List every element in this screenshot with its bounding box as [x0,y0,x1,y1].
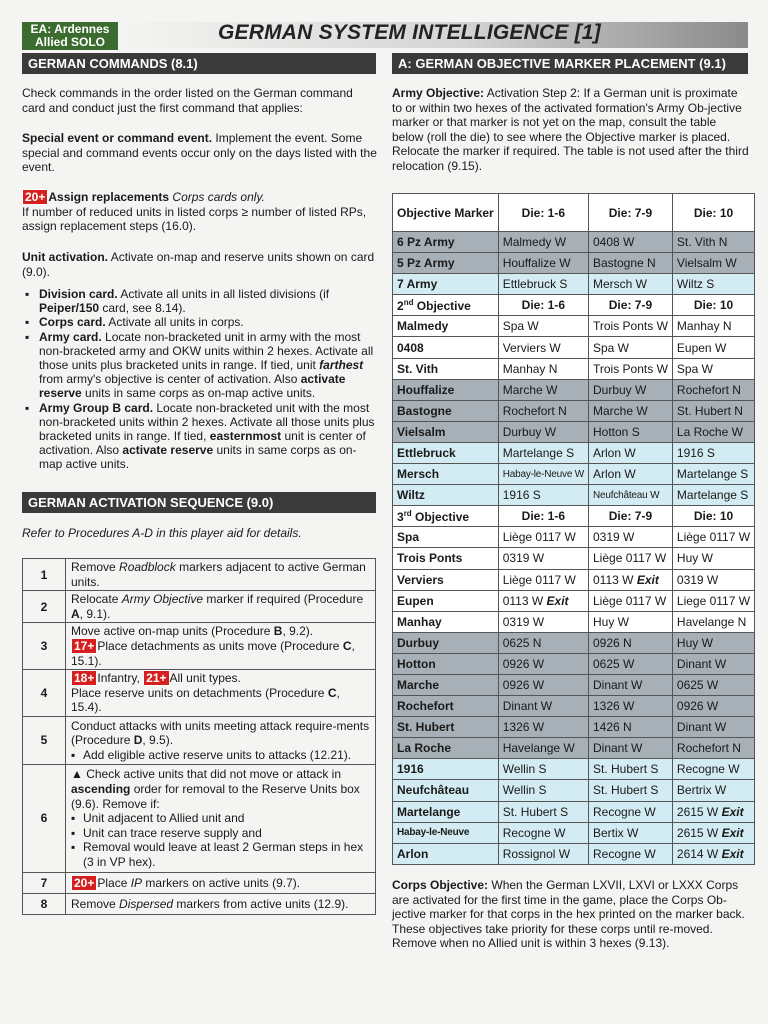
table-cell: Vielsalm W [672,253,754,274]
turn-badge: 17+ [71,638,97,654]
division-card-text-2: card, see 8.14). [99,301,186,316]
objective-name: Bastogne [393,400,499,421]
replacement-badge: 20+ [22,189,48,205]
table-row [393,421,755,442]
unit-activation-para [22,250,376,279]
table-cell: Dinant W [498,696,588,717]
list-item: ▪ Unit adjacent to Allied unit and [71,811,370,826]
objective-heading: A: GERMAN OBJECTIVE MARKER PLACEMENT (9.1) [392,53,748,74]
step-text-part: Move active on-map units (Procedure [71,624,274,639]
table-row [393,843,755,864]
step-text-part: , 9.1). [79,606,111,621]
step-text-part: , 9.2). [282,624,314,639]
table-row [393,696,755,717]
step-text [66,623,376,670]
step-text-part: Relocate [71,592,122,607]
objective-name: Trois Ponts [393,548,499,569]
table-cell: Liège 0117 W [498,569,588,590]
replacements-para [22,190,376,234]
step-text [66,559,376,591]
objective-name: Neufchâteau [393,780,499,801]
table-cell: Marche W [589,400,673,421]
table-row [23,872,376,893]
table-cell: Spa W [672,358,754,379]
table-cell: Rochefort N [672,379,754,400]
special-event-para [22,131,380,175]
army-card-text: Locate non-bracketed unit in army with the most non-bracketed army and OKW units within 2 hexes. Activate all those units plus bracketed units in range. If tied, unit [39,329,374,373]
list-item [25,330,377,401]
objective-name: Wiltz [393,485,499,506]
table-cell: 0926 W [672,696,754,717]
commands-heading: GERMAN COMMANDS (8.1) [22,53,376,74]
procedure-ref: D [133,733,143,748]
step-text-part: , 15.1). [71,638,355,668]
dispersed-term: Dispersed [119,896,174,911]
table-cell: Die: 7-9 [589,506,673,527]
table-cell: 0319 W [589,527,673,548]
army-card-text-3: units in same corps as on-map active units. [81,386,316,401]
division-card-label: Division card. [39,287,118,301]
column-header: Objective Marker [393,194,499,232]
table-cell: 0319 W [498,548,588,569]
table-cell: Die: 1-6 [498,506,588,527]
table-row [393,717,755,738]
table-cell: St. Vith N [672,232,754,253]
objective-name: St. Vith [393,358,499,379]
corps-objective-para [392,878,748,951]
table-row [23,764,376,872]
objective-name: Vielsalm [393,421,499,442]
farthest-emphasis: farthest [319,358,364,373]
table-row [393,674,755,695]
table-row [23,591,376,623]
table-cell: Martelange S [498,442,588,463]
list-item: ▪ Add eligible active reserve units to attacks (12.21). [71,748,370,763]
step-text-part: markers on active units (9.7). [142,875,301,890]
table-cell: Marche W [498,379,588,400]
objective-name: 6 Pz Army [393,232,499,253]
table-cell: 0113 W Exit [498,590,588,611]
table-cell: 2615 W Exit [672,822,754,843]
step-number: 1 [23,559,66,591]
corps-objective-text: When the German LXVII, LXVI or LXXX Corps are activated for the first time in the game, place the Corps Ob-jective marker for that corps in the hex printed on the marker back. These objectives take priority for these corps until re-moved. Remove when no Allied unit is within 3 hexes (9.13). [392,878,745,950]
table-cell: Trois Ponts W [589,358,673,379]
step-bullets [71,811,370,869]
corps-card-text: Activate all units in corps. [105,315,244,330]
objective-name: Durbuy [393,632,499,653]
table-cell: Eupen W [672,337,754,358]
table-cell: Arlon W [589,464,673,485]
army-card-label: Army card. [39,329,102,344]
table-cell: 1326 W [589,696,673,717]
table-row [393,759,755,780]
table-row [393,548,755,569]
objective-name: 2nd Objective [393,295,499,316]
table-cell: La Roche W [672,421,754,442]
tag-line-2: Allied SOLO [34,35,105,49]
list-item [25,287,377,315]
step-text-part: markers adjacent to active German units. [71,560,366,589]
table-cell: Neufchâteau W [589,485,673,506]
table-row [393,274,755,295]
objective-name: Houffalize [393,379,499,400]
step-text-part: , 15.4). [71,685,340,715]
table-row [393,527,755,548]
table-row [393,801,755,822]
table-cell: Durbuy W [589,379,673,400]
list-item [25,315,377,329]
step-number: 2 [23,591,66,623]
table-row [23,670,376,717]
table-cell: Huy W [672,548,754,569]
easternmost-emphasis: easternmost [209,429,282,444]
table-cell: Verviers W [498,337,588,358]
table-cell: 1326 W [498,717,588,738]
table-row [393,780,755,801]
objective-table [392,193,755,865]
table-cell: Wellin S [498,759,588,780]
ip-term: IP [130,875,143,890]
step-text-part: Conduct attacks with units meeting attack require-ments (Procedure [71,718,370,748]
table-row [393,253,755,274]
objective-name: 1916 [393,759,499,780]
table-cell: Rochefort N [672,738,754,759]
table-row [393,632,755,653]
table-cell: Die: 10 [672,295,754,316]
table-row [23,716,376,764]
table-cell: 0408 W [589,232,673,253]
table-cell: Liège 0117 W [589,590,673,611]
table-row [393,316,755,337]
table-row [23,559,376,591]
army-group-card-label: Army Group B card. [39,400,154,415]
list-item: ▪ Removal would leave at least 2 German steps in hex (3 in VP hex). [71,840,370,869]
step-number: 5 [23,716,66,764]
table-cell: St. Hubert N [672,400,754,421]
step-text [66,670,376,717]
table-cell: Bertix W [589,822,673,843]
table-row [393,569,755,590]
peiper-label: Peiper/150 [39,301,100,316]
table-row [393,232,755,253]
special-event-text: Implement the event. Some special and command events occur only on the days listed with the event. [22,131,377,174]
page-title: GERMAN SYSTEM INTELLIGENCE [1] [218,21,601,44]
unit-activation-text: Activate on-map and reserve units shown on card (9.0). [22,250,375,279]
table-cell: Recogne W [589,843,673,864]
table-cell: Spa W [589,337,673,358]
commands-intro: Check commands in the order listed on the German command card and conduct just the first command that applies: [22,86,353,115]
activation-card-list [25,287,377,472]
activation-sequence-table [22,558,376,915]
turn-badge: 18+ [71,670,97,686]
table-cell: 1916 S [498,485,588,506]
step-text-part: Infantry, [97,671,144,686]
step-number: 7 [23,872,66,893]
table-cell: Recogne W [672,759,754,780]
army-group-card-text: Locate non-bracketed unit with the most non-bracketed units within 2 hexes. Activate all those units plus bracketed units in range. If tied, [39,400,375,444]
table-cell: Manhay N [498,358,588,379]
table-cell: 0926 W [498,674,588,695]
replacement-text: If number of reduced units in listed corps ≥ number of listed RPs, assign replacement steps (16.0). [22,204,367,233]
table-cell: Recogne W [498,822,588,843]
column-header: Die: 10 [672,194,754,232]
step-text [66,591,376,623]
step-text [66,764,376,872]
table-cell: Die: 1-6 [498,295,588,316]
table-cell: 0926 W [498,653,588,674]
objective-name: Manhay [393,611,499,632]
step-text [66,893,376,914]
objective-name: Mersch [393,464,499,485]
army-group-card-text-3: units in same corps as on-map active units. [39,443,357,472]
table-cell: Havelange W [498,738,588,759]
table-cell: Liège 0117 W [589,548,673,569]
table-cell: Wiltz S [672,274,754,295]
step-text-part: Remove [71,896,120,911]
list-item: ▪ Unit can trace reserve supply and [71,826,370,841]
table-row [393,822,755,843]
step-text-part: marker if required (Procedure [203,592,364,607]
table-cell: Malmedy W [498,232,588,253]
activation-heading: GERMAN ACTIVATION SEQUENCE (9.0) [22,492,376,513]
division-card-text: Activate all units in all listed divisions (if [117,287,330,301]
roadblock-term: Roadblock [119,560,176,574]
procedure-ref: C [327,685,337,700]
table-cell: 0625 W [589,653,673,674]
table-cell: Die: 10 [672,506,754,527]
table-cell: Liege 0117 W [672,590,754,611]
army-objective-text: Activation Step 2: If a German unit is proximate to or within two hexes of the activated formation's Army Ob-jective marker or that marker is not yet on the map, consult the table below (roll the die) to see where the Objective marker is placed. Relocate the marker if required. The table is not used after the third relocation (9.15). [392,86,749,173]
step-text-part: , 9.5). [142,733,174,748]
objective-name: 5 Pz Army [393,253,499,274]
army-group-card-text-2: unit is center of activation. Also [39,429,366,458]
army-group-activate-reserve: activate reserve [122,443,214,458]
table-cell: Martelange S [672,485,754,506]
table-cell: Huy W [589,611,673,632]
table-cell: Rochefort N [498,400,588,421]
objective-name: Malmedy [393,316,499,337]
step-bullets [71,748,370,763]
table-row [393,379,755,400]
table-row [393,611,755,632]
table-cell: Die: 7-9 [589,295,673,316]
objective-name: St. Hubert [393,717,499,738]
table-row [393,464,755,485]
table-cell: Rossignol W [498,843,588,864]
table-cell: Dinant W [589,674,673,695]
step-number: 6 [23,764,66,872]
objective-name: 0408 [393,337,499,358]
table-cell: Martelange S [672,464,754,485]
step-text-part: markers from active units (12.9). [173,896,349,911]
table-cell: 2614 W Exit [672,843,754,864]
turn-badge: 20+ [71,875,97,891]
table-cell: Dinant W [672,653,754,674]
objective-name: Arlon [393,843,499,864]
table-row [393,400,755,421]
table-row [393,337,755,358]
step-text-part: Place reserve units on detachments (Procedure [71,685,328,700]
objective-name: Hotton [393,653,499,674]
table-subheader-row [393,506,755,527]
step-text-part: All unit types. [169,671,241,686]
table-cell: Liège 0117 W [498,527,588,548]
table-cell: Trois Ponts W [589,316,673,337]
module-tag [22,22,118,50]
table-cell: St. Hubert S [589,780,673,801]
objective-name: Ettlebruck [393,442,499,463]
table-header-row [393,194,755,232]
replacement-label: Assign replacements [48,190,170,204]
table-cell: 0625 N [498,632,588,653]
army-objective-para [392,86,750,173]
procedure-ref: A [71,606,80,621]
corps-objective-label: Corps Objective: [392,878,489,892]
table-cell: Dinant W [672,717,754,738]
objective-name: Marche [393,674,499,695]
step-text [66,872,376,893]
table-cell: Mersch W [589,274,673,295]
table-cell: St. Hubert S [589,759,673,780]
objective-name: Verviers [393,569,499,590]
step-text-part: Remove [71,560,120,574]
special-event-label: Special event or command event. [22,131,213,145]
table-cell: Arlon W [589,442,673,463]
table-cell: Wellin S [498,780,588,801]
activation-note: Refer to Procedures A-D in this player aid for details. [22,526,302,540]
objective-name: Eupen [393,590,499,611]
table-cell: Liège 0117 W [672,527,754,548]
table-cell: 1426 N [589,717,673,738]
step-number: 3 [23,623,66,670]
ascending-term: ascending [71,781,131,796]
objective-name: Martelange [393,801,499,822]
turn-badge: 21+ [143,670,169,686]
objective-name: Habay-le-Neuve [393,822,499,843]
step-text-part: Place detachments as units move (Procedure [97,638,343,653]
army-objective-term: Army Objective [121,592,204,607]
table-row [393,485,755,506]
column-header: Die: 1-6 [498,194,588,232]
objective-name: 3rd Objective [393,506,499,527]
unit-activation-label: Unit activation. [22,250,109,264]
column-header: Die: 7-9 [589,194,673,232]
table-cell: 0319 W [672,569,754,590]
table-cell: Hotton S [589,421,673,442]
table-cell: St. Hubert S [498,801,588,822]
table-cell: Ettlebruck S [498,274,588,295]
objective-table-body [393,194,755,865]
step-text-part: ▲ Check active units that did not move or attack in [71,767,342,782]
step-number: 8 [23,893,66,914]
table-row [393,738,755,759]
table-cell: 0926 N [589,632,673,653]
table-row [393,653,755,674]
step-number: 4 [23,670,66,717]
step-text-part: order for removal to the Reserve Units box (9.6). Remove if: [71,781,360,811]
procedure-ref: C [342,638,352,653]
corps-card-label: Corps card. [39,315,106,330]
table-row [393,590,755,611]
table-cell: Houffalize W [498,253,588,274]
table-row [393,442,755,463]
table-cell: 0319 W [498,611,588,632]
table-subheader-row [393,295,755,316]
tag-line-1: EA: Ardennes [30,22,110,36]
table-cell: Huy W [672,632,754,653]
army-objective-label: Army Objective: [392,86,485,100]
step-text [66,716,376,764]
list-item [25,401,377,472]
step-text-part: Place [97,875,131,890]
table-cell: Bertrix W [672,780,754,801]
army-activate-reserve: activate reserve [39,372,346,401]
table-cell: Havelange N [672,611,754,632]
objective-name: La Roche [393,738,499,759]
table-cell: Bastogne N [589,253,673,274]
objective-name: Spa [393,527,499,548]
objective-name: Rochefort [393,696,499,717]
table-cell: 0113 W Exit [589,569,673,590]
table-cell: Manhay N [672,316,754,337]
table-cell: 1916 S [672,442,754,463]
table-row [393,358,755,379]
table-row [23,893,376,914]
table-cell: 2615 W Exit [672,801,754,822]
objective-name: 7 Army [393,274,499,295]
table-cell: 0625 W [672,674,754,695]
army-card-text-2: from army's objective is center of activation. Also [39,372,301,387]
table-row [23,623,376,670]
table-cell: Habay-le-Neuve W [498,464,588,485]
replacement-note: Corps cards only. [169,190,265,204]
table-cell: Durbuy W [498,421,588,442]
table-cell: Spa W [498,316,588,337]
table-cell: Dinant W [589,738,673,759]
table-cell: Recogne W [589,801,673,822]
procedure-ref: B [273,624,283,639]
